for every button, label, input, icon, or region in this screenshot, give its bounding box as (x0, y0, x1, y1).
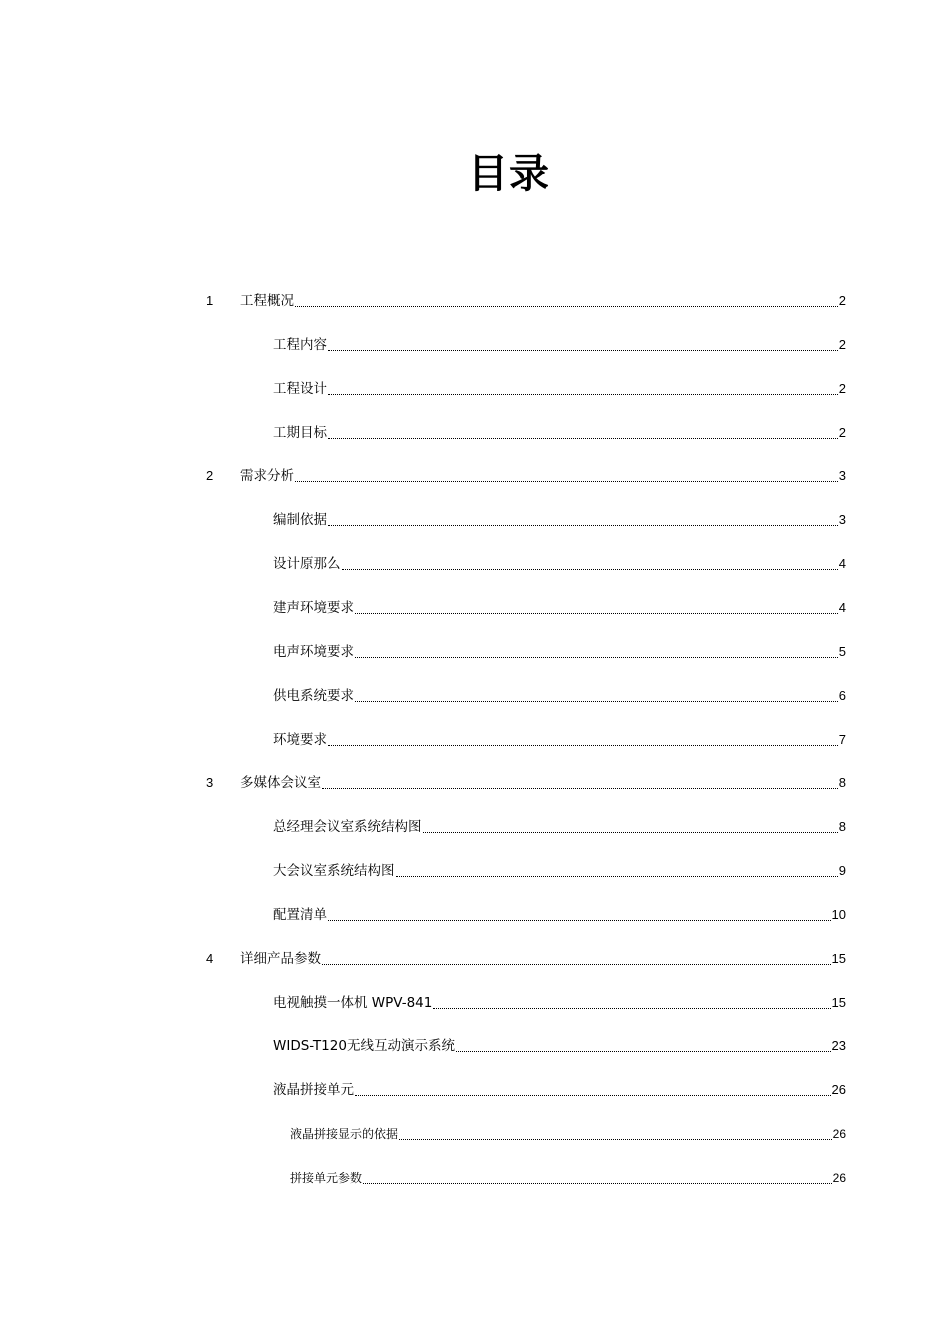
toc-entry[interactable] (273, 817, 846, 837)
toc-entry-label: WIDS-T120无线互动演示系统 (273, 1038, 455, 1055)
toc-dot-leader (328, 424, 838, 439)
page-title: 目录 (468, 151, 550, 197)
toc-entry-page-number: 9 (838, 863, 846, 879)
toc-entry-label: 液晶拼接单元 (273, 1082, 354, 1099)
toc-dot-leader (322, 950, 831, 965)
toc-entry-label: 总经理会议室系统结构图 (273, 819, 422, 836)
toc-entry-label: 电视触摸一体机 WPV-841 (273, 994, 433, 1011)
toc-entry[interactable] (273, 686, 846, 706)
toc-dot-leader (328, 731, 838, 746)
toc-dot-leader (363, 1169, 832, 1184)
toc-entry-label: 工程概况 (240, 293, 294, 309)
toc-dot-leader (295, 292, 838, 307)
toc-entry-page-number: 5 (838, 643, 846, 659)
toc-entry-label: 配置清单 (273, 906, 327, 923)
toc-entry-page-number: 15 (831, 950, 846, 966)
toc-entry-page-number: 10 (831, 906, 846, 922)
toc-entry-page-number: 2 (838, 336, 846, 352)
toc-entry-label: 大会议室系统结构图 (273, 863, 395, 880)
toc-entry[interactable] (290, 1168, 846, 1188)
toc-entry-label: 液晶拼接显示的依据 (290, 1127, 399, 1142)
toc-dot-leader (355, 643, 838, 658)
toc-entry-label: 工程内容 (273, 336, 327, 353)
toc-dot-leader (322, 774, 838, 789)
toc-entry-page-number: 26 (832, 1127, 846, 1142)
toc-entry-page-number: 7 (838, 731, 846, 747)
toc-entry-number: 2 (206, 468, 214, 484)
toc-entry[interactable] (273, 379, 846, 399)
toc-entry-page-number: 4 (838, 556, 846, 572)
toc-dot-leader (328, 336, 838, 351)
toc-entry-page-number: 26 (832, 1171, 846, 1185)
toc-entry-page-number: 2 (838, 424, 846, 440)
toc-entry-label: 需求分析 (240, 468, 294, 485)
toc-entry[interactable] (273, 905, 846, 925)
toc-entry-label: 多媒体会议室 (240, 775, 321, 792)
toc-entry-page-number: 15 (831, 994, 846, 1010)
toc-entry[interactable] (206, 291, 846, 311)
toc-entry-label: 环境要求 (273, 731, 327, 748)
toc-entry-page-number: 8 (838, 819, 846, 835)
toc-entry-label: 编制依据 (273, 512, 327, 529)
toc-entry-label: 建声环境要求 (273, 599, 354, 616)
toc-dot-leader (355, 687, 838, 702)
toc-entry[interactable] (273, 554, 846, 574)
toc-dot-leader (342, 555, 838, 570)
toc-entry-page-number: 8 (838, 775, 846, 791)
toc-dot-leader (399, 1125, 832, 1140)
toc-entry[interactable] (273, 861, 846, 881)
toc-entry[interactable] (273, 1036, 846, 1056)
toc-entry[interactable] (273, 510, 846, 530)
toc-entry[interactable] (290, 1124, 846, 1144)
toc-dot-leader (328, 906, 831, 921)
toc-entry[interactable] (273, 642, 846, 662)
toc-entry[interactable] (206, 773, 846, 793)
toc-entry[interactable] (273, 598, 846, 618)
toc-entry-page-number: 26 (831, 1082, 846, 1098)
toc-entry-label: 详细产品参数 (240, 950, 321, 967)
toc-dot-leader (328, 511, 838, 526)
toc-entry-page-number: 4 (838, 599, 846, 615)
toc-dot-leader (328, 380, 838, 395)
toc-entry[interactable] (273, 423, 846, 443)
toc-entry-number: 4 (206, 950, 214, 966)
toc-entry[interactable] (273, 335, 846, 355)
toc-dot-leader (355, 599, 838, 614)
toc-entry-page-number: 2 (838, 380, 846, 396)
toc-entry-label: 电声环境要求 (273, 643, 354, 660)
toc-entry-number: 3 (206, 775, 214, 791)
toc-entry-label: 工程设计 (273, 380, 327, 397)
toc-dot-leader (433, 994, 830, 1009)
toc-entry[interactable] (273, 1080, 846, 1100)
toc-entry[interactable] (273, 993, 846, 1013)
toc-entry-page-number: 2 (838, 293, 846, 308)
toc-entry[interactable] (206, 466, 846, 486)
toc-entry-label: 供电系统要求 (273, 687, 354, 704)
toc-dot-leader (396, 862, 838, 877)
toc-entry-label: 拼接单元参数 (290, 1171, 363, 1185)
toc-entry-page-number: 23 (831, 1038, 846, 1054)
toc-entry[interactable] (206, 949, 846, 969)
toc-dot-leader (423, 818, 838, 833)
toc-entry-page-number: 6 (838, 687, 846, 703)
toc-dot-leader (295, 467, 838, 482)
toc-entry-page-number: 3 (838, 468, 846, 484)
toc-dot-leader (456, 1037, 831, 1052)
toc-entry-page-number: 3 (838, 512, 846, 528)
toc-entry-number: 1 (206, 293, 214, 308)
toc-entry-label: 工期目标 (273, 424, 327, 441)
toc-entry-label: 设计原那么 (273, 556, 341, 573)
toc-entry[interactable] (273, 730, 846, 750)
toc-dot-leader (355, 1081, 831, 1096)
